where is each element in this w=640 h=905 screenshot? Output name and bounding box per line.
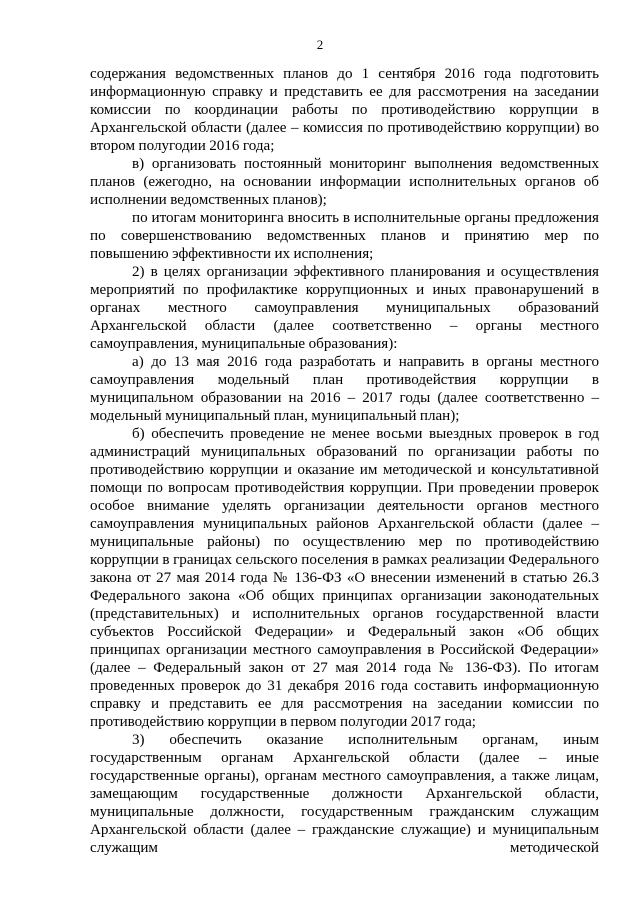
paragraph-item-v: в) организовать постоянный мониторинг выполнения ведомственных планов (ежегодно, на основании информации исполнительных органов об исполнении ведомственных планов); bbox=[90, 156, 599, 208]
paragraph-item-2: 2) в целях организации эффективного планирования и осуществления мероприятий по профилактике коррупционных и иных правонарушений в органах местного самоуправления муниципальных образований Архангельской области (далее соответственно – органы местного самоуправления, муниципальные образования): bbox=[90, 264, 599, 352]
paragraph-item-b: б) обеспечить проведение не менее восьми выездных проверок в год администраций муниципальных образований по организации работы по противодействию коррупции и оказание им методической и консультативной помощи по вопросам противодействия коррупции. При проведении проверок особое внимание уделять организации деятельности органов местного самоуправления муниципальных районов Архангельской области (далее – муниципальные районы) по осуществлению мер по противодействию коррупции в границах сельского поселения в рамках реализации Федерального закона от 27 мая 2014 года № 136-ФЗ «О внесении изменений в статью 26.3 Федерального закона «Об общих принципах организации законодательных (представительных) и исполнительных органов государственной власти субъектов Российской Федерации» и Федеральный закон «Об общих принципах организации местного самоуправления в Российской Федерации» (далее – Федеральный закон от 27 мая 2014 года № 136-ФЗ). По итогам проведенных проверок до 31 декабря 2016 года составить информационную справку и представить ее для рассмотрения на заседании комиссии по противодействию коррупции в первом полугодии 2017 года; bbox=[90, 426, 599, 730]
paragraph-continuation: содержания ведомственных планов до 1 сентября 2016 года подготовить информационную справку и представить ее для рассмотрения на заседании комиссии по координации работы по противодействию коррупции в Архангельской области (далее – комиссия по противодействию коррупции) во втором полугодии 2016 года; bbox=[90, 66, 599, 154]
page-number: 2 bbox=[316, 37, 324, 52]
document-body bbox=[90, 65, 599, 857]
paragraph-item-3: 3) обеспечить оказание исполнительным органам, иным государственным органам Архангельской области (далее – иные государственные органы), органам местного самоуправления, а также лицам, замещающим государственные должности Архангельской области, муниципальные должности, государственным гражданским служащим Архангельской области (далее – гражданские служащие) и муниципальным служащим методической bbox=[90, 732, 599, 856]
paragraph-item-a: а) до 13 мая 2016 года разработать и направить в органы местного самоуправления модельный план противодействия коррупции в муниципальном образовании на 2016 – 2017 годы (далее соответственно – модельный муниципальный план, муниципальный план); bbox=[90, 354, 599, 424]
paragraph-monitoring: по итогам мониторинга вносить в исполнительные органы предложения по совершенствованию ведомственных планов и принятию мер по повышению эффективности их исполнения; bbox=[90, 210, 599, 262]
